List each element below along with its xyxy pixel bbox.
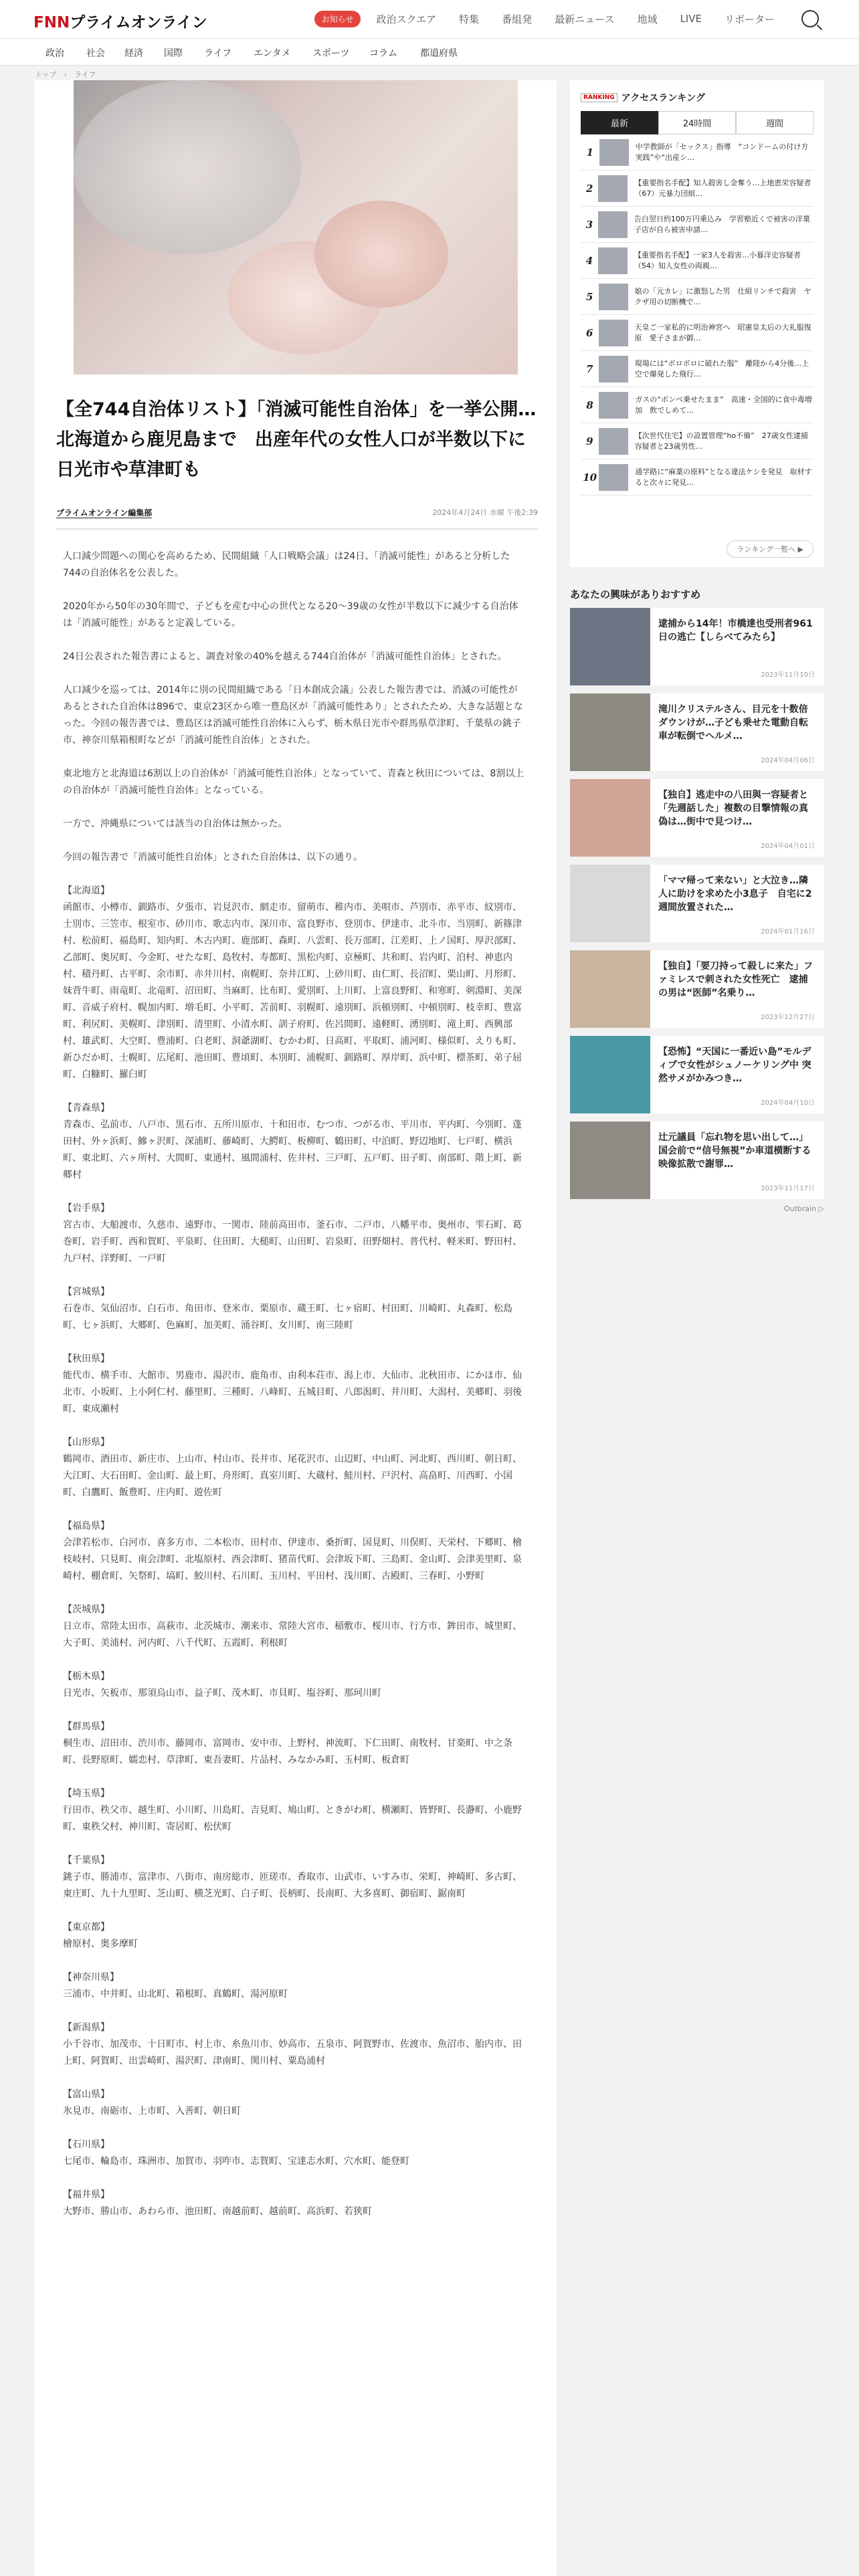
article-paragraph: 一方で、沖縄県については該当の自治体は無かった。 xyxy=(63,819,288,829)
recommend-date: 2024年04月01日 xyxy=(761,843,815,850)
recommend-title: あなたの興味がありおすすめ xyxy=(570,588,701,601)
category-politics[interactable]: 政治 xyxy=(45,48,64,59)
recommend-image xyxy=(570,865,650,942)
recommend-headline: 【独自】「要刀持って殺しに来た」ファミレスで刺された女性死亡 逮捕の男は“医師”名乗り… xyxy=(658,961,813,998)
ranking-thumbnail xyxy=(599,428,628,455)
category-life[interactable]: ライフ xyxy=(204,48,232,59)
ranking-item[interactable] xyxy=(581,134,814,171)
ranking-item-title: ガスの“ボンベ乗せたまま” 高速・全国的に食中毒増加 飲でしめて… xyxy=(635,395,812,415)
article-paragraph: 【埼玉県】 行田市、秩父市、越生町、小川町、川島町、吉見町、鳩山町、ときがわ町、横瀬町、皆野町、長瀞町、小鹿野町、東秩父村、神川町、寄居町、松伏町 xyxy=(63,1788,522,1832)
ranking-item-title: 娘の「元カレ」に激怒した男 仕組リンチで殺害 ヤクザ用の切断機で… xyxy=(634,286,812,306)
article-paragraph: 【秋田県】 能代市、横手市、大館市、男鹿市、湯沢市、鹿角市、由利本荘市、潟上市、大仙市、北秋田市、にかほ市、仙北市、小坂町、上小阿仁村、藤里町、三種町、八峰町、五城目町、八郎潟町、井川町、大潟村、美郷町、羽後町、東成瀬村 xyxy=(63,1354,522,1414)
rank-number: 4 xyxy=(585,254,593,267)
article-body xyxy=(63,548,524,2237)
ranking-panel xyxy=(570,80,824,567)
ranking-thumbnail xyxy=(598,175,628,202)
ranking-item-title: 現場には“ボロボロに破れた服” 離陸から4分後…上空で爆発した飛行… xyxy=(634,358,809,379)
ranking-item-title: 【次世代住宅】の設置管理“ho不備” 27歳女性逮捕容疑者と23歳男性… xyxy=(634,431,808,451)
recommend-date: 2024年04月06日 xyxy=(761,757,815,764)
nav-link-reporter[interactable]: リポーター xyxy=(724,13,775,25)
article-paragraph: 2020年から50年の30年間で、子どもを産む中心の世代となる20～39歳の女性が半数以下に減少する自治体は「消滅可能性」があると定義している。 xyxy=(63,601,518,629)
recommend-image xyxy=(570,779,650,857)
ranking-item[interactable] xyxy=(581,279,814,315)
article-paragraph: 【福井県】 大野市、勝山市、あわら市、池田町、南越前町、越前町、高浜町、若狭町 xyxy=(63,2189,372,2217)
ranking-thumbnail xyxy=(599,392,628,419)
recommend-list xyxy=(570,608,824,1199)
ranking-title: アクセスランキング xyxy=(621,93,705,104)
nav-link-program[interactable]: 番組発 xyxy=(502,13,533,25)
recommend-date: 2023年11月17日 xyxy=(761,1185,815,1192)
divider xyxy=(56,528,538,530)
article-paragraph: 人口減少を巡っては、2014年に別の民間組織である「日本創成会議」公表した報告書では、消滅の可能性があるとされた自治体は896で、東京23区から唯一豊島区が「消滅可能性あり」とされたため、大きな話題となった。今回の報告書では、豊島区は消滅可能性自治体に入らず、栃木県日光市や群馬県草津町、千葉県の銚子市、神奈川県箱根町などが「消滅可能性自治体」とされた。 xyxy=(63,685,523,746)
category-entertainment[interactable]: エンタメ xyxy=(254,48,291,59)
recommend-date: 2024年04月10日 xyxy=(761,1099,815,1107)
ranking-item[interactable] xyxy=(581,207,814,243)
rank-number: 7 xyxy=(586,362,593,375)
nav-link-feature[interactable]: 特集 xyxy=(459,13,480,25)
rank-number: 5 xyxy=(586,290,593,303)
article-paragraph: 東北地方と北海道は6割以上の自治体が「消滅可能性自治体」となっていて、青森と秋田については、8割以上の自治体が「消滅可能性自治体」となっている。 xyxy=(63,768,524,796)
tab-24h[interactable]: 24時間 xyxy=(658,111,736,134)
rank-number: 10 xyxy=(583,471,597,484)
article-paragraph: 【新潟県】 小千谷市、加茂市、十日町市、村上市、糸魚川市、妙高市、五泉市、阿賀野市、佐渡市、魚沼市、胎内市、田上町、阿賀町、出雲崎町、湯沢町、津南町、関川村、粟島浦村 xyxy=(63,2022,522,2066)
ranking-thumbnail xyxy=(598,211,628,238)
article-title: 【全744自治体リスト】「消滅可能性自治体」を一挙公開…北海道から鹿児島まで 出産年代の女性人口が半数以下に 日光市や草津町も xyxy=(56,399,544,480)
recommend-headline: 【独自】逃走中の八田與一容疑者と「先週話した」複数の目撃情報の真偽は…街中で見つけ… xyxy=(658,790,808,827)
search-icon[interactable] xyxy=(801,10,819,27)
ranking-item[interactable] xyxy=(581,315,814,351)
rank-number: 1 xyxy=(586,146,594,158)
article-paragraph: 【青森県】 青森市、弘前市、八戸市、黒石市、五所川原市、十和田市、むつ市、つがる市、平川市、平内町、今別町、蓬田村、外ヶ浜町、鰺ヶ沢町、深浦町、藤崎町、大鰐町、板柳町、鶴田町、中泊町、野辺地町、七戸町、横浜町、東北町、六ヶ所村、大間町、東通村、風間浦村、佐井村、三戸町、五戸町、田子町、南部町、階上町、新郷村 xyxy=(63,1103,522,1180)
recommend-card[interactable] xyxy=(570,950,824,1028)
article-paragraph: 今回の報告書で「消滅可能性自治体」とされた自治体は、以下の通り。 xyxy=(63,852,363,863)
category-prefecture[interactable]: 都道府県 xyxy=(420,48,458,59)
category-economy[interactable]: 経済 xyxy=(124,48,143,59)
ranking-thumbnail xyxy=(598,247,628,274)
recommend-card[interactable] xyxy=(570,693,824,771)
article-paragraph: 【石川県】 七尾市、輪島市、珠洲市、加賀市、羽咋市、志賀町、宝達志水町、穴水町、能登町 xyxy=(63,2139,409,2167)
ranking-item[interactable] xyxy=(581,351,814,387)
article-paragraph: 【群馬県】 桐生市、沼田市、渋川市、藤岡市、富岡市、安中市、上野村、神流町、下仁田町、南牧村、甘楽町、中之条町、長野原町、嬬恋村、草津町、東吾妻町、片品村、みなかみ町、玉村町、板倉町 xyxy=(63,1721,512,1765)
ranking-thumbnail xyxy=(599,464,628,491)
ranking-thumbnail xyxy=(599,356,628,383)
recommend-card[interactable] xyxy=(570,1121,824,1199)
tab-latest[interactable]: 最新 xyxy=(581,111,658,134)
tab-weekly[interactable]: 週間 xyxy=(736,111,814,134)
recommend-image xyxy=(570,950,650,1028)
recommend-headline: 辻元議員「忘れ物を思い出して…」国会前で“信号無視”か車道横断する映像拡散で謝罪… xyxy=(658,1132,812,1170)
ranking-item-title: 【重要指名手配】知人殺害し金奪う…上地恵栄容疑者（67）元暴力団組… xyxy=(634,178,812,198)
ranking-more-link[interactable]: ランキング一覧へ ▶ xyxy=(727,540,814,558)
ranking-header xyxy=(581,91,814,104)
ranking-item[interactable] xyxy=(581,243,814,279)
rank-number: 2 xyxy=(585,182,593,195)
article-paragraph: 【茨城県】 日立市、常陸太田市、高萩市、北茨城市、潮来市、常陸大宮市、稲敷市、桜川市、行方市、鉾田市、城里町、大子町、美浦村、河内町、八千代町、五霞町、利根町 xyxy=(63,1604,522,1648)
ranking-item[interactable] xyxy=(581,423,814,459)
ranking-item[interactable] xyxy=(581,387,814,423)
article-paragraph: 【栃木県】 日光市、矢板市、那須烏山市、益子町、茂木町、市貝町、塩谷町、那珂川町 xyxy=(63,1671,381,1699)
site-header xyxy=(0,0,859,39)
ranking-item[interactable] xyxy=(581,171,814,207)
recommend-card[interactable] xyxy=(570,865,824,942)
rank-number: 9 xyxy=(586,435,593,447)
recommend-date: 2023年11月10日 xyxy=(761,671,815,679)
article-paragraph: 【神奈川県】 三浦市、中井町、山北町、箱根町、真鶴町、湯河原町 xyxy=(63,1972,288,2000)
byline xyxy=(56,507,538,518)
ranking-item[interactable] xyxy=(581,459,814,496)
recommend-card[interactable] xyxy=(570,608,824,685)
category-sports[interactable]: スポーツ xyxy=(312,48,350,59)
ranking-badge: RANKING xyxy=(581,93,617,102)
rank-number: 3 xyxy=(585,218,593,231)
recommend-headline: 滝川クリステルさん、目元を十数倍ダウンけが…子ども乗せた電動自転車が転倒でヘルメ… xyxy=(658,704,808,742)
recommend-date: 2023年12月27日 xyxy=(761,1014,815,1021)
recommend-headline: 逮捕から14年！市橋達也受刑者961日の逃亡【しらべてみたら】 xyxy=(658,619,813,643)
ranking-tabs xyxy=(581,111,814,134)
recommend-card[interactable] xyxy=(570,779,824,857)
recommend-image xyxy=(570,1121,650,1199)
nav-link-politics[interactable]: 政治スクエア xyxy=(376,13,437,25)
site-logo[interactable]: FNNプライムオンライン xyxy=(33,14,207,31)
rank-number: 6 xyxy=(586,326,593,339)
recommend-image xyxy=(570,693,650,771)
rank-number: 8 xyxy=(586,399,593,411)
top-nav xyxy=(314,10,819,27)
notice-button[interactable]: お知らせ xyxy=(314,11,361,27)
ranking-item-title: 天皇ご一家私的に明治神宮へ 昭憲皇太后の大礼服復原 愛子さまが御… xyxy=(634,322,812,342)
recommend-headline: 【恐怖】“天国に一番近い島”モルディブで女性がシュノーケリング中 突然サメがかみつき… xyxy=(658,1047,812,1084)
ranking-item-title: 中学教師が「セックス」指導 “コンドームの付け方実践”や“出産シ… xyxy=(635,142,809,162)
article-paragraph: 【東京都】 檜原村、奥多摩町 xyxy=(63,1922,138,1949)
recommend-card[interactable] xyxy=(570,1036,824,1113)
ranking-thumbnail xyxy=(599,284,628,310)
article-paragraph: 【岩手県】 宮古市、大船渡市、久慈市、遠野市、一関市、陸前高田市、釜石市、二戸市、八幡平市、奥州市、雫石町、葛巻町、岩手町、西和賀町、平泉町、住田町、大槌町、山田町、岩泉町、田野畑村、普代村、軽米町、野田村、九戸村、洋野町、一戸町 xyxy=(63,1203,522,1264)
nav-link-live[interactable]: LIVE xyxy=(680,13,702,25)
outbrain-logo[interactable]: Outbrain ▷ xyxy=(783,1204,824,1213)
article-paragraph: 24日公表された報告書によると、調査対象の40%を越える744自治体が「消滅可能性自治体」とされた。 xyxy=(63,651,507,662)
nav-link-latest[interactable]: 最新ニュース xyxy=(555,13,615,25)
category-international[interactable]: 国際 xyxy=(164,48,183,59)
publish-date: 2024年4月24日 水曜 午後2:39 xyxy=(432,508,538,517)
article-paragraph: 【山形県】 鶴岡市、酒田市、新庄市、上山市、村山市、長井市、尾花沢市、山辺町、中山町、河北町、西川町、朝日町、大江町、大石田町、金山町、最上町、舟形町、真室川町、大蔵村、鮭川村、戸沢村、高畠町、川西町、小国町、白鷹町、飯豊町、庄内町、遊佐町 xyxy=(63,1437,522,1498)
article-paragraph: 【北海道】 函館市、小樽市、釧路市、夕張市、岩見沢市、網走市、留萌市、稚内市、美唄市、芦別市、赤平市、紋別市、士別市、三笠市、根室市、砂川市、歌志内市、深川市、富良野市、登別市、伊達市、北斗市、当別町、新篠津村、松前町、福島町、知内町、木古内町、鹿部町、森町、八雲町、長万部町、江差町、上ノ国町、厚沢部町、乙部町、奥尻町、今金町、せたな町、島牧村、寿都町、黒松内町、京極町、共和町、岩内町、泊村、神恵内村、積丹町、古平町、余市町、赤井川村、南幌町、奈井江町、上砂川町、由仁町、長沼町、栗山町、月形町、妹背牛町、雨竜町、北竜町、沼田町、当麻町、比布町、愛別町、上川町、上富良野町、和寒町、剣淵町、美深町、音威子府村、幌加内町、増毛町、小平町、苫前町、羽幌町、遠別町、浜頓別町、中頓別町、枝幸町、豊富町、利尻町、美幌町、津別町、清里町、小清水町、訓子府町、佐呂間町、遠軽町、湧別町、滝上町、西興部村、雄武町、大空町、豊浦町、白老町、洞爺湖町、むかわ町、日高町、平取町、浦河町、様似町、えりも町、新ひだか町、士幌町、広尾町、池田町、豊頃町、本別町、浦幌町、釧路町、厚岸町、浜中町、標茶町、弟子屈町、白糠町、羅臼町 xyxy=(63,885,522,1080)
category-society[interactable]: 社会 xyxy=(86,48,105,59)
ranking-thumbnail xyxy=(599,320,628,346)
recommend-headline: 「ママ帰って来ない」と大泣き…隣人に助けを求めた小3息子 自宅に2週間放置された… xyxy=(658,875,812,913)
ranking-list xyxy=(581,134,814,496)
author-link[interactable]: プライムオンライン編集部 xyxy=(56,508,153,518)
ranking-item-title: 告白翌日約100万円乗込み 学習塾近くで被害の洋菓子店が自ら被害申請… xyxy=(634,214,810,234)
ranking-item-title: 通学路に“麻薬の原料”となる違法ケシを発見 取材すると次々に発見… xyxy=(635,467,812,487)
category-column[interactable]: コラム xyxy=(369,48,397,59)
article-paragraph: 【宮城県】 石巻市、気仙沼市、白石市、角田市、登米市、栗原市、蔵王町、七ヶ宿町、村田町、川崎町、丸森町、松島町、七ヶ浜町、大郷町、色麻町、加美町、涌谷町、女川町、南三陸町 xyxy=(63,1287,512,1331)
article-paragraph: 【千葉県】 銚子市、勝浦市、富津市、八街市、南房総市、匝瑳市、香取市、山武市、いすみ市、栄町、神崎町、多古町、東庄町、九十九里町、芝山町、横芝光町、白子町、長柄町、長南町、大多喜町、御宿町、鋸南町 xyxy=(63,1855,522,1899)
recommend-image xyxy=(570,608,650,685)
recommend-image xyxy=(570,1036,650,1113)
nav-link-region[interactable]: 地域 xyxy=(637,13,658,25)
ranking-thumbnail xyxy=(599,139,629,166)
recommend-date: 2024年01月16日 xyxy=(761,928,815,936)
breadcrumb[interactable]: トップ › ライフ xyxy=(35,70,96,79)
article-paragraph: 【福島県】 会津若松市、白河市、喜多方市、二本松市、田村市、伊達市、桑折町、国見町、川俣町、天栄村、下郷町、檜枝岐村、只見町、南会津町、北塩原村、西会津町、猪苗代町、会津坂下町、三島町、金山町、会津美里町、泉崎村、棚倉町、矢祭町、塙町、鮫川村、石川町、玉川村、平田村、浅川町、古殿町、三春町、小野町 xyxy=(63,1521,522,1582)
article xyxy=(35,80,557,2576)
category-nav xyxy=(0,39,859,66)
ranking-item-title: 【重要指名手配】一家3人を殺害…小暮洋史容疑者（54）知人女性の両親… xyxy=(634,250,801,270)
article-paragraph: 【富山県】 氷見市、南砺市、上市町、入善町、朝日町 xyxy=(63,2089,241,2117)
sidebar xyxy=(570,80,824,1213)
article-paragraph: 人口減少問題への関心を高めるため、民間組織「人口戦略会議」は24日、「消滅可能性」があると分析した744の自治体名を公表した。 xyxy=(63,551,510,578)
hero-image xyxy=(74,80,518,374)
